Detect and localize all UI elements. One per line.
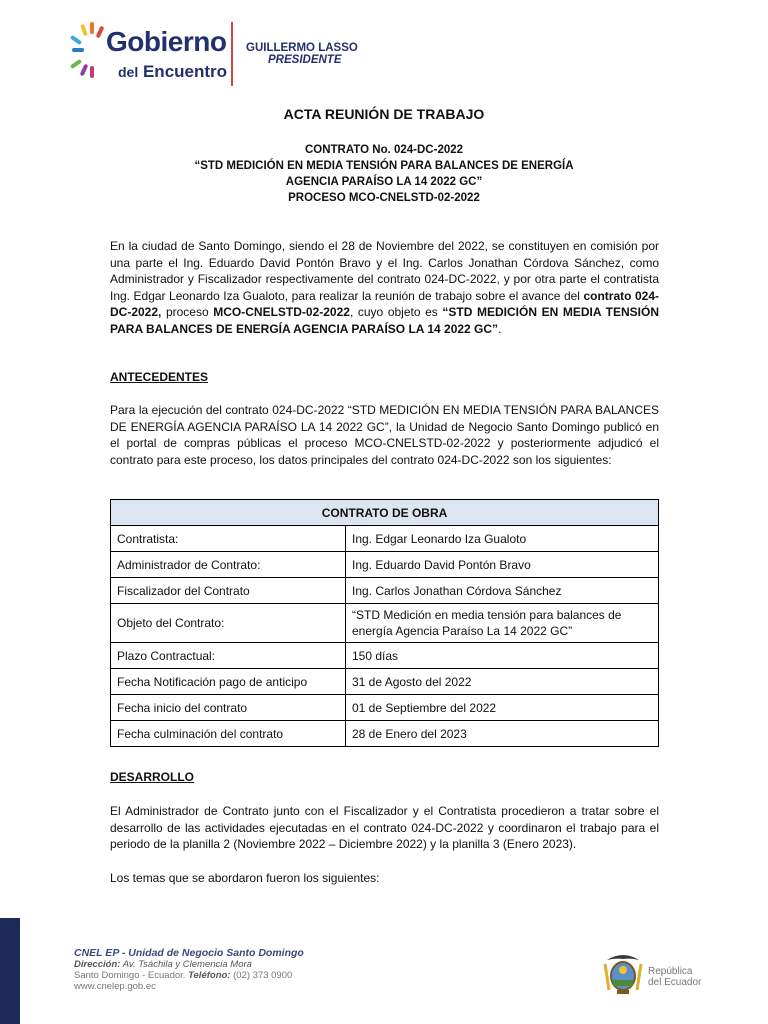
contract-heading	[0, 142, 768, 206]
footer-phone	[74, 970, 304, 981]
table-row	[111, 721, 659, 747]
encuentro-text: Encuentro	[142, 62, 228, 81]
intro-text: En la ciudad de Santo Domingo, siendo el 28 de Noviembre del 2022, se constituyen en comisión por una parte el Ing. Eduardo David Pontón Bravo y el Ing. Carlos Jonathan Córdova Sánchez, como Administrador y Fiscalizador respectivamente del contrato 024-DC-2022, y por otra parte el contratista Ing. Edgar Leonardo Iza Gualoto, para realizar la reunión de trabajo sobre el avance del	[110, 239, 659, 303]
ecuador-coat-of-arms-icon	[601, 950, 645, 998]
table-cell-value: Ing. Carlos Jonathan Córdova Sánchez	[346, 578, 659, 604]
table-cell-value: 28 de Enero del 2023	[346, 721, 659, 747]
header-divider	[231, 22, 233, 86]
table-cell-value: 01 de Septiembre del 2022	[346, 695, 659, 721]
contract-line: “STD MEDICIÓN EN MEDIA TENSIÓN PARA BALANCES DE ENERGÍA	[194, 160, 574, 172]
intro-text: proceso	[161, 305, 214, 319]
starburst-icon	[70, 20, 106, 82]
encuentro-logo-text	[118, 62, 227, 82]
table-row	[111, 669, 659, 695]
gobierno-encuentro-logo	[70, 18, 240, 90]
table-row	[111, 552, 659, 578]
intro-text: .	[498, 321, 502, 336]
table-cell-label: Fecha culminación del contrato	[111, 721, 346, 747]
footer-side-bar	[0, 918, 20, 1024]
intro-bold-process: MCO-CNELSTD-02-2022	[213, 305, 350, 319]
footer-contact	[74, 948, 304, 992]
intro-paragraph	[110, 238, 659, 337]
table-row	[111, 578, 659, 604]
table-row	[111, 695, 659, 721]
document-title: ACTA REUNIÓN DE TRABAJO	[283, 106, 485, 122]
phone-value: (02) 373 0900	[230, 970, 293, 981]
desarrollo-paragraph: El Administrador de Contrato junto con el Fiscalizador y el Contratista procedieron a tratar sobre el desarrollo de las actividades ejecutadas en el contrato 024-DC-2022 y coordinaron el trabajo para el periodo de la planilla 2 (Noviembre 2022 – Diciembre 2022) y la planilla 3 (Enero 2023).	[110, 804, 659, 851]
footer-address	[74, 959, 304, 970]
table-cell-value: 150 días	[346, 643, 659, 669]
table-cell-label: Fecha Notificación pago de anticipo	[111, 669, 346, 695]
table-cell-value: 31 de Agosto del 2022	[346, 669, 659, 695]
table-cell-label: Contratista:	[111, 526, 346, 552]
table-row	[111, 643, 659, 669]
intro-text: , cuyo objeto es	[349, 305, 443, 319]
table-header: CONTRATO DE OBRA	[111, 500, 659, 526]
intro-bold-contract: contrato 024-DC-2022,	[110, 288, 659, 319]
table-cell-value: Ing. Edgar Leonardo Iza Gualoto	[346, 526, 659, 552]
topics-intro: Los temas que se abordaron fueron los siguientes:	[110, 871, 380, 885]
intro-bold-object: “STD MEDICIÓN EN MEDIA TENSIÓN PARA BALANCES DE ENERGÍA AGENCIA PARAÍSO LA 14 2022 GC”	[110, 305, 659, 336]
antecedentes-heading: ANTECEDENTES	[110, 370, 209, 384]
address-value: Av. Tsáchila y Clemencia Mora	[120, 959, 252, 970]
president-name: GUILLERMO LASSO	[246, 42, 358, 54]
contract-line: AGENCIA PARAÍSO LA 14 2022 GC”	[285, 176, 483, 188]
city-text: Santo Domingo - Ecuador.	[74, 970, 189, 981]
table-cell-label: Fecha inicio del contrato	[111, 695, 346, 721]
republica-line: República	[648, 966, 693, 977]
footer-unit: CNEL EP - Unidad de Negocio Santo Domingo	[74, 947, 304, 959]
contract-line: CONTRATO No. 024-DC-2022	[304, 144, 464, 156]
del-ecuador-line: del Ecuador	[648, 977, 702, 988]
president-block	[246, 42, 358, 66]
table-cell-label: Administrador de Contrato:	[111, 552, 346, 578]
table-cell-label: Objeto del Contrato:	[111, 604, 346, 643]
republica-del-ecuador	[648, 966, 701, 988]
contract-line: PROCESO MCO-CNELSTD-02-2022	[288, 192, 480, 204]
contract-table	[110, 499, 659, 747]
table-cell-label: Fiscalizador del Contrato	[111, 578, 346, 604]
footer-website: www.cnelep.gob.ec	[74, 981, 156, 992]
phone-label: Teléfono:	[188, 970, 231, 981]
table-header-row	[111, 500, 659, 526]
address-label: Dirección:	[74, 959, 121, 970]
desarrollo-heading: DESARROLLO	[110, 770, 194, 784]
table-row	[111, 526, 659, 552]
table-cell-value: “STD Medición en media tensión para balances de energía Agencia Paraíso La 14 2022 GC”	[346, 604, 659, 643]
president-title: PRESIDENTE	[268, 54, 342, 66]
table-row	[111, 604, 659, 643]
antecedentes-paragraph: Para la ejecución del contrato 024-DC-2022 “STD MEDICIÓN EN MEDIA TENSIÓN PARA BALANCES DE ENERGÍA AGENCIA PARAÍSO LA 14 2022 GC”, la Unidad de Negocio Santo Domingo publicó en el portal de compras públicas el proceso MCO-CNELSTD-02-2022 y posteriormente adjudicó el contrato para este proceso, los datos principales del contrato 024-DC-2022 son los siguientes:	[110, 403, 659, 467]
table-cell-label: Plazo Contractual:	[111, 643, 346, 669]
gobierno-logo-text: Gobierno	[106, 26, 227, 57]
del-text: del	[118, 64, 139, 80]
table-cell-value: Ing. Eduardo David Pontón Bravo	[346, 552, 659, 578]
